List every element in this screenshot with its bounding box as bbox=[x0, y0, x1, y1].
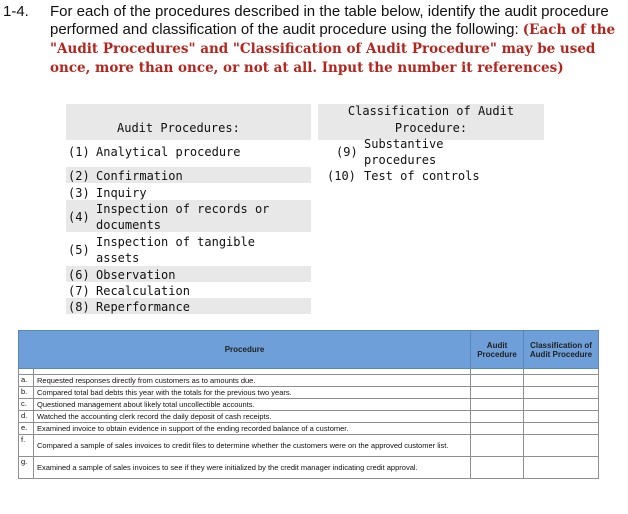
row-letter: g. bbox=[19, 457, 34, 479]
row-letter: e. bbox=[19, 423, 34, 435]
classification-input[interactable] bbox=[524, 375, 599, 387]
audit-procedure-input[interactable] bbox=[471, 423, 524, 435]
audit-procedure-input[interactable] bbox=[471, 435, 524, 457]
table-row bbox=[19, 411, 599, 423]
table-row bbox=[19, 423, 599, 435]
question-instruction: (Each of the "Audit Procedures" and "Classification of Audit Procedure" may be used once, more than once, or not at all. Input the number it references) bbox=[50, 22, 616, 76]
classification-input[interactable] bbox=[524, 423, 599, 435]
row-description: Compared a sample of sales invoices to credit files to determine whether the customers were on the approved customer list. bbox=[34, 435, 471, 457]
classification-header-line-2: Procedure: bbox=[394, 121, 468, 135]
question-text bbox=[50, 3, 625, 78]
procedure-7-number: (7) bbox=[68, 284, 90, 298]
procedure-8-number: (8) bbox=[68, 300, 90, 314]
procedure-3-number: (3) bbox=[68, 186, 90, 200]
table-row bbox=[19, 375, 599, 387]
row-description: Requested responses directly from customers as to amounts due. bbox=[34, 375, 471, 387]
audit-procedure-input[interactable] bbox=[471, 399, 524, 411]
procedure-8-label: Reperformance bbox=[96, 300, 190, 314]
procedure-1-label: Analytical procedure bbox=[96, 145, 241, 159]
classification-input[interactable] bbox=[524, 457, 599, 479]
table-row bbox=[19, 387, 599, 399]
audit-procedure-input[interactable] bbox=[471, 457, 524, 479]
table-row bbox=[19, 399, 599, 411]
row-letter: c. bbox=[19, 399, 34, 411]
question-number: 1-4. bbox=[3, 3, 29, 20]
classification-10-number: (10) bbox=[327, 169, 356, 183]
procedure-4-label-cont: documents bbox=[96, 218, 162, 232]
row-description: Examined a sample of sales invoices to see if they were initialized by the credit manager indicating credit approval. bbox=[34, 457, 471, 479]
procedure-6-number: (6) bbox=[68, 268, 90, 282]
row-letter: a. bbox=[19, 375, 34, 387]
procedure-1-number: (1) bbox=[68, 145, 90, 159]
audit-procedures-header: Audit Procedures: bbox=[117, 121, 240, 135]
classification-header-line-1: Classification of Audit bbox=[347, 104, 515, 118]
audit-procedure-input[interactable] bbox=[471, 411, 524, 423]
procedure-5-label: Inspection of tangible bbox=[96, 235, 255, 249]
classification-input[interactable] bbox=[524, 411, 599, 423]
row-letter: f. bbox=[19, 435, 34, 457]
procedure-column-header: Procedure bbox=[19, 331, 471, 369]
row-letter: b. bbox=[19, 387, 34, 399]
audit-procedure-column-header: Audit Procedure bbox=[471, 331, 524, 369]
table-row bbox=[19, 435, 599, 457]
procedure-2-number: (2) bbox=[68, 169, 90, 183]
procedure-6-label: Observation bbox=[96, 268, 176, 282]
classification-9-number: (9) bbox=[336, 145, 358, 159]
procedure-4-number: (4) bbox=[68, 210, 90, 224]
row-description: Examined invoice to obtain evidence in support of the ending recorded balance of a customer. bbox=[34, 423, 471, 435]
classification-9-label-cont: procedures bbox=[364, 153, 437, 167]
classification-input[interactable] bbox=[524, 387, 599, 399]
classification-input[interactable] bbox=[524, 435, 599, 457]
row-description: Questioned management about likely total uncollectible accounts. bbox=[34, 399, 471, 411]
audit-procedure-input[interactable] bbox=[471, 375, 524, 387]
procedure-5-label-cont: assets bbox=[96, 251, 140, 265]
classification-input[interactable] bbox=[524, 399, 599, 411]
question-body: For each of the procedures described in the table below, identify the audit procedure performed and classification of the audit procedure using the following: bbox=[50, 3, 609, 38]
procedure-2-label: Confirmation bbox=[96, 169, 183, 183]
row-letter: d. bbox=[19, 411, 34, 423]
audit-procedure-input[interactable] bbox=[471, 387, 524, 399]
classification-10-label: Test of controls bbox=[364, 169, 480, 183]
classification-column-header: Classification of Audit Procedure bbox=[524, 331, 599, 369]
procedure-5-number: (5) bbox=[68, 243, 90, 257]
procedure-3-label: Inquiry bbox=[96, 186, 147, 200]
table-row bbox=[19, 457, 599, 479]
procedure-4-label: Inspection of records or bbox=[96, 202, 270, 216]
procedures-table bbox=[18, 330, 599, 479]
row-description: Watched the accounting clerk record the daily deposit of cash receipts. bbox=[34, 411, 471, 423]
classification-9-label: Substantive bbox=[364, 137, 444, 151]
row-description: Compared total bad debts this year with the totals for the previous two years. bbox=[34, 387, 471, 399]
procedure-7-label: Recalculation bbox=[96, 284, 190, 298]
